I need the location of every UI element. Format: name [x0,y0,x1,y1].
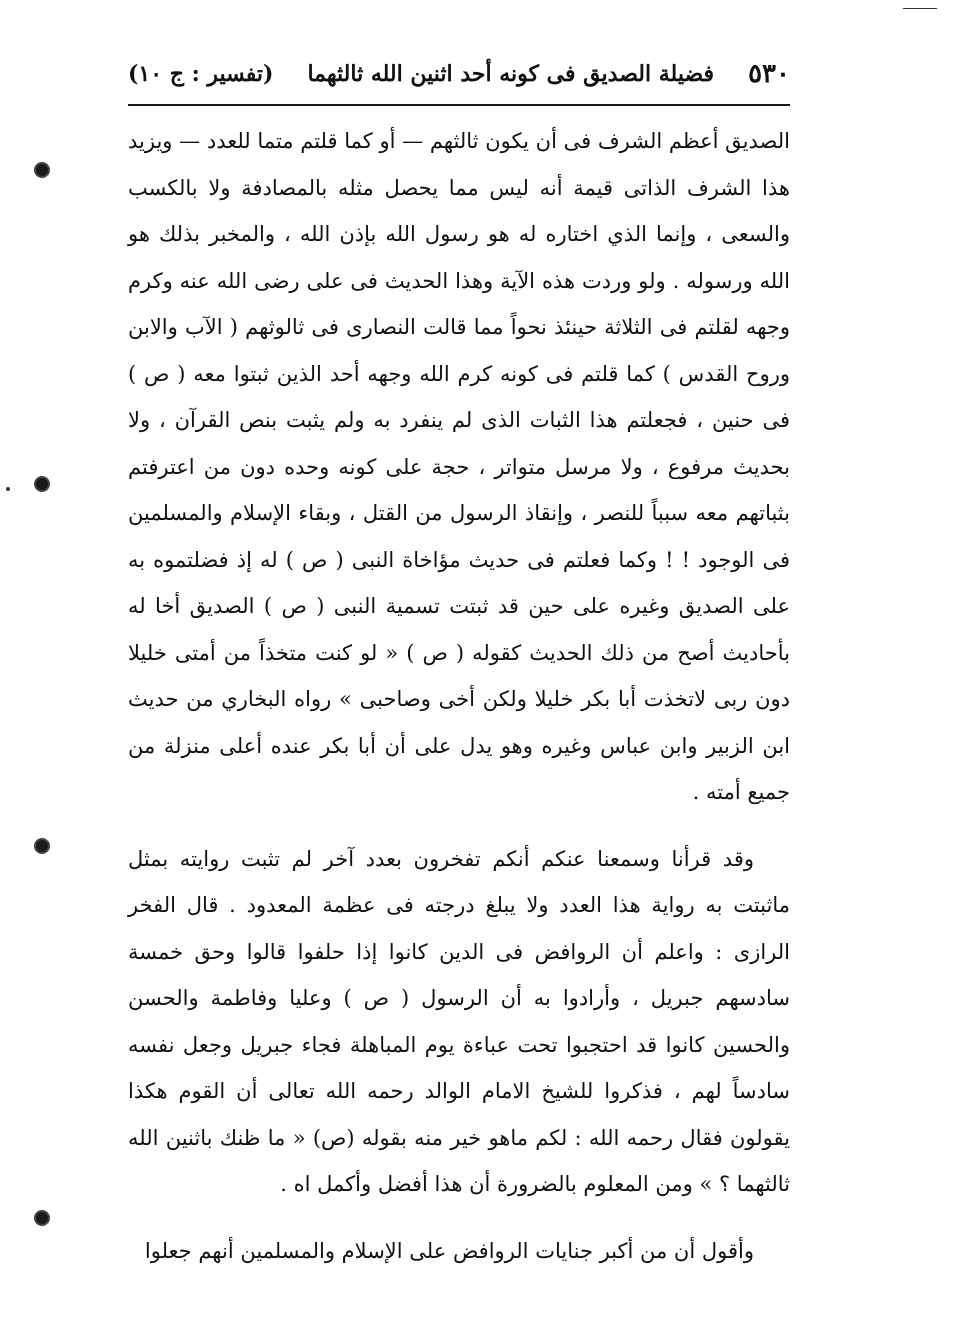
paragraph-1: الصديق أعظم الشرف فى أن يكون ثالثهم — أو كما قلتم متما للعدد — ويزيد هذا الشرف الذاتى قيمة أنه ليس مما يحصل مثله بالمصادفة ولا بالكسب والسعى ، وإنما الذي اختاره له هو رسول الله بإذن الله ، والمخبر بذلك هو الله ورسوله . ولو وردت هذه الآية وهذا الحديث فى على رضى الله عنه وكرم وجهه لقلتم فى الثلاثة حينئذ نحواً مما قالت النصارى فى ثالوثهم ( الآب والابن وروح القدس ) كما قلتم فى كونه كرم الله وجهه أحد الذين ثبتوا معه ( ص ) فى حنين ، فجعلتم هذا الثبات الذى لم ينفرد به ولم يثبت بنص القرآن ، ولا بحديث مرفوع ، ولا مرسل متواتر ، حجة على كونه وحده دون من اعترفتم بثباتهم معه سبباً للنصر ، وإنقاذ الرسول من القتل ، وبقاء الإسلام والمسلمين فى الوجود ! ! وكما فعلتم فى حديث مؤاخاة النبى ( ص ) له إذ فضلتموه به على الصديق وغيره على حين قد ثبتت تسمية النبى ( ص ) الصديق أخا له بأحاديث أصح من ذلك الحديث كقوله ( ص ) « لو كنت متخذاً من أمتى خليلا دون ربى لاتخذت أبا بكر خليلا ولكن أخى وصاحبى » رواه البخاري من حديث ابن الزبير وابن عباس وغيره وهو يدل على أن أبا بكر عنده أعلى منزلة من جميع أمته . [128,129,790,804]
header-rule [128,104,790,106]
volume-reference: (تفسير : ج ١٠) [128,61,274,87]
binding-hole-mark [36,164,48,176]
paragraph-2: وقد قرأنا وسمعنا عنكم أنكم تفخرون بعدد آخر لم تثبت روايته بمثل ماثبتت به رواية هذا العدد ولا يبلغ درجته فى عظمة المعدود . قال الفخر الرازى : واعلم أن الروافض فى الدين كانوا إذا حلفوا قالوا وحق خمسة سادسهم جبريل ، وأرادوا به أن الرسول ( ص ) وعليا وفاطمة والحسن والحسين كانوا قد احتجبوا تحت عباءة يوم المباهلة فجاء جبريل وجعل نفسه سادساً لهم ، فذكروا للشيخ الامام الوالد رحمه الله تعالى أن القوم هكذا يقولون فقال رحمه الله : لكم ماهو خير منه بقوله (ص) « ما ظنك باثنين الله ثالثهما ؟ » ومن المعلوم بالضرورة أن هذا أفضل وأكمل اه . [128,846,790,1196]
binding-hole-mark [36,840,48,852]
binding-hole-mark [36,1212,48,1224]
paragraph-3: وأقول أن من أكبر جنايات الروافض على الإسلام والمسلمين أنهم جعلوا [144,1238,754,1263]
binding-hole-mark [36,478,48,490]
top-edge-mark [903,8,937,9]
edge-speck [6,487,10,491]
page-number: ٥٣٠ [748,59,790,89]
running-title: فضيلة الصديق فى كونه أحد اثنين الله ثالثهما [307,61,715,87]
body-text [128,118,790,1274]
page-header [128,52,790,96]
